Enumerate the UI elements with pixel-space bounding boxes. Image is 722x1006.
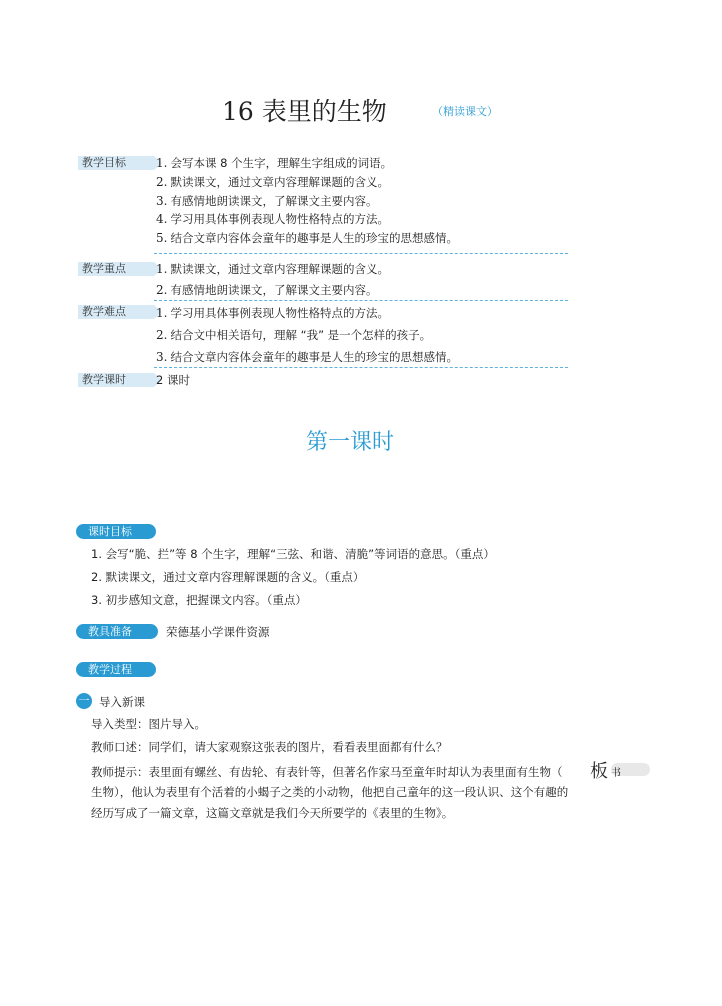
lesson-heading: 第一课时 [306, 430, 395, 455]
board-note-big: 板 [590, 761, 608, 782]
key-point-item: 2. 有感情地朗读课文，了解课文主要内容。 [156, 283, 378, 297]
objective-item: 3. 有感情地朗读课文，了解课文主要内容。 [156, 194, 378, 208]
divider [154, 367, 568, 368]
objective-item: 5. 结合文章内容体会童年的趣事是人生的珍宝的思想感情。 [156, 231, 458, 245]
process-label: 教学过程 [76, 662, 156, 677]
key-point-item: 1. 默读课文，通过文章内容理解课题的含义。 [156, 262, 389, 276]
hours-label: 教学课时 [78, 373, 154, 387]
lesson-goal-item: 2. 默读课文，通过文章内容理解课题的含义。（重点） [91, 570, 365, 584]
hours-value: 2 课时 [156, 373, 190, 387]
objective-item: 4. 学习用具体事例表现人物性格特点的方法。 [156, 212, 389, 226]
section-number: 一 [76, 693, 92, 709]
page-subtitle: （精读课文） [432, 105, 498, 118]
objective-item: 1. 会写本课 8 个生字，理解生字组成的词语。 [156, 156, 393, 170]
board-note-small: 书 [611, 768, 621, 779]
body-line: 教师提示：表里面有螺丝、有齿轮、有表针等，但著名作家马至童年时却认为表里面有生物（ [91, 765, 563, 779]
body-line: 教师口述：同学们，请大家观察这张表的图片，看看表里面都有什么？ [91, 740, 448, 754]
body-line: 生物），他认为表里有个活着的小蝎子之类的小动物，他把自己童年的这一段认识、这个有趣的 [91, 785, 569, 799]
lesson-goal-item: 3. 初步感知文意，把握课文内容。（重点） [91, 593, 307, 607]
difficulty-item: 2. 结合文中相关语句，理解 “我” 是一个怎样的孩子。 [156, 328, 432, 342]
body-line: 经历写成了一篇文章，这篇文章就是我们今天所要学的《表里的生物》。 [91, 806, 454, 820]
body-line: 导入类型：图片导入。 [91, 717, 206, 731]
lesson-goal-item: 1. 会写“脆、拦”等 8 个生字，理解“三弦、和谐、清脆”等词语的意思。（重点） [91, 547, 495, 561]
page-title: 16 表里的生物 [222, 97, 387, 126]
objective-item: 2. 默读课文，通过文章内容理解课题的含义。 [156, 175, 389, 189]
difficulty-item: 1. 学习用具体事例表现人物性格特点的方法。 [156, 306, 389, 320]
objectives-label: 教学目标 [78, 156, 154, 170]
difficulty-item: 3. 结合文章内容体会童年的趣事是人生的珍宝的思想感情。 [156, 350, 458, 364]
key-points-label: 教学重点 [78, 262, 154, 276]
prep-value: 荣德基小学课件资源 [166, 625, 270, 639]
lesson-goals-label: 课时目标 [76, 524, 156, 539]
difficulties-label: 教学难点 [78, 305, 154, 319]
divider [154, 300, 568, 301]
prep-label: 教具准备 [76, 624, 158, 639]
divider [154, 253, 568, 254]
section-title: 导入新课 [99, 695, 145, 709]
